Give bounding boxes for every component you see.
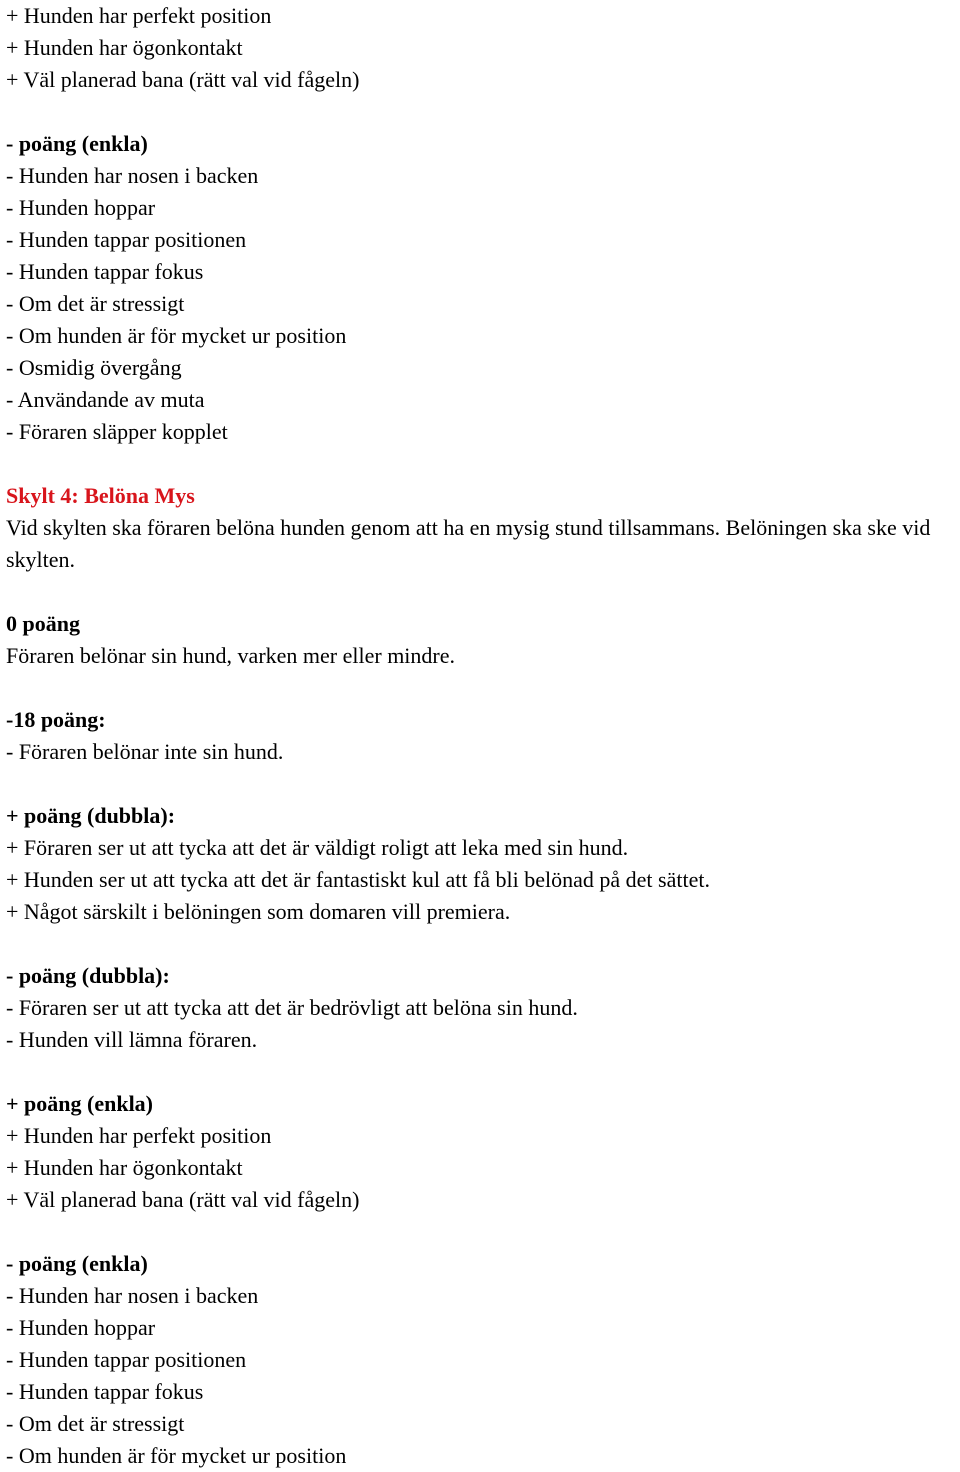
- minus18-heading: -18 poäng:: [6, 707, 106, 732]
- plus-double-criterion: + Hunden ser ut att tycka att det är fantastiskt kul att få bli belönad på det sättet.: [6, 867, 710, 892]
- minus-criterion: - Hunden hoppar: [6, 195, 156, 220]
- minus-criterion: - Om hunden är för mycket ur position: [6, 1443, 347, 1468]
- plus-double-criterion: + Föraren ser ut att tycka att det är väldigt roligt att leka med sin hund.: [6, 835, 629, 860]
- minus-criterion: - Hunden hoppar: [6, 1315, 156, 1340]
- plus-criterion: + Väl planerad bana (rätt val vid fågeln): [6, 67, 360, 92]
- spacer: [6, 576, 954, 608]
- spacer: [6, 1056, 954, 1088]
- plus-criterion: + Väl planerad bana (rätt val vid fågeln): [6, 1187, 360, 1212]
- minus-criterion: - Hunden tappar fokus: [6, 1379, 204, 1404]
- minus-criterion: - Hunden tappar fokus: [6, 259, 204, 284]
- sign-description: Vid skylten ska föraren belöna hunden genom att ha en mysig stund tillsammans. Belöningen ska ske vid skylten.: [6, 515, 931, 572]
- plus-criterion: + Hunden har perfekt position: [6, 3, 272, 28]
- minus-criterion: - Föraren släpper kopplet: [6, 419, 228, 444]
- spacer: [6, 768, 954, 800]
- minus-double-criterion: - Hunden vill lämna föraren.: [6, 1027, 258, 1052]
- minus-double-criterion: - Föraren ser ut att tycka att det är bedrövligt att belöna sin hund.: [6, 995, 578, 1020]
- minus-criterion: - Hunden har nosen i backen: [6, 1283, 259, 1308]
- zero-points-heading: 0 poäng: [6, 611, 80, 636]
- minus-criterion: - Om hunden är för mycket ur position: [6, 323, 347, 348]
- zero-points-text: Föraren belönar sin hund, varken mer eller mindre.: [6, 643, 456, 668]
- minus-single-heading: - poäng (enkla): [6, 1251, 148, 1276]
- spacer: [6, 1216, 954, 1248]
- plus-criterion: + Hunden har ögonkontakt: [6, 35, 243, 60]
- plus-single-heading: + poäng (enkla): [6, 1091, 154, 1116]
- plus-criterion: + Hunden har perfekt position: [6, 1123, 272, 1148]
- minus-criterion: - Hunden tappar positionen: [6, 227, 247, 252]
- minus-single-heading: - poäng (enkla): [6, 131, 148, 156]
- sign-title: Skylt 4: Belöna Mys: [6, 483, 195, 508]
- spacer: [6, 448, 954, 480]
- minus-criterion: - Hunden tappar positionen: [6, 1347, 247, 1372]
- minus-criterion: - Om det är stressigt: [6, 291, 185, 316]
- minus-double-heading: - poäng (dubbla):: [6, 963, 170, 988]
- minus-criterion: - Osmidig övergång: [6, 355, 182, 380]
- minus-criterion: - Användande av muta: [6, 387, 205, 412]
- plus-criterion: + Hunden har ögonkontakt: [6, 1155, 243, 1180]
- spacer: [6, 96, 954, 128]
- spacer: [6, 672, 954, 704]
- minus-criterion: - Om det är stressigt: [6, 1411, 185, 1436]
- minus-criterion: - Hunden har nosen i backen: [6, 163, 259, 188]
- spacer: [6, 928, 954, 960]
- plus-double-heading: + poäng (dubbla):: [6, 803, 176, 828]
- minus18-text: - Föraren belönar inte sin hund.: [6, 739, 284, 764]
- plus-double-criterion: + Något särskilt i belöningen som domaren vill premiera.: [6, 899, 511, 924]
